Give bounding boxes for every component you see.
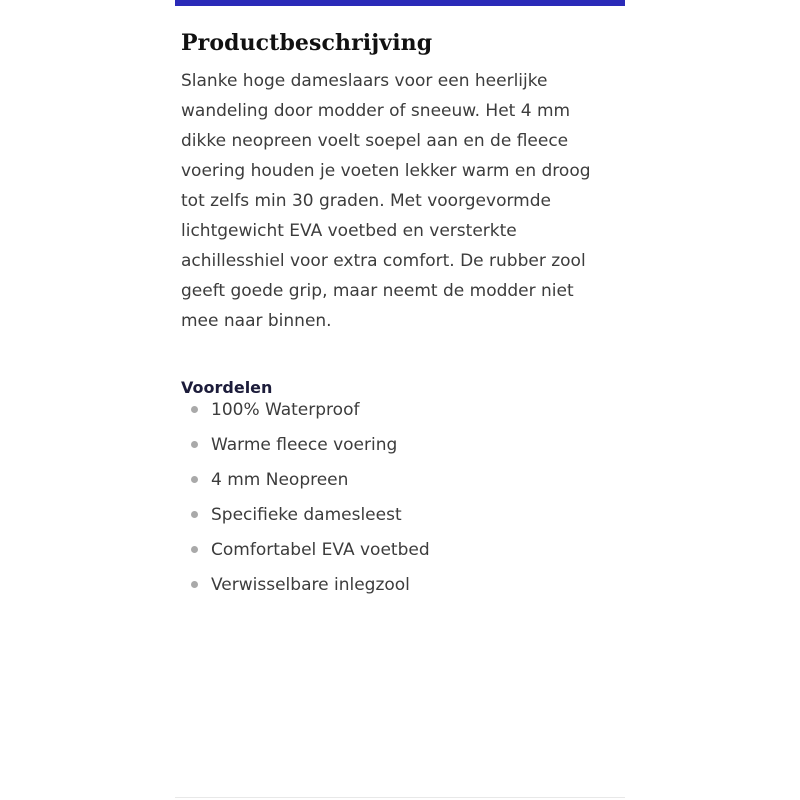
description-line: lichtgewicht EVA voetbed en versterkte (181, 221, 517, 241)
bullet-icon (191, 546, 198, 553)
description-line: geeft goede grip, maar neemt de modder niet (181, 281, 574, 301)
benefit-label: 4 mm Neopreen (211, 470, 349, 490)
description-line: dikke neopreen voelt soepel aan en de fleece (181, 131, 569, 151)
bottom-divider (175, 797, 625, 798)
benefit-label: Comfortabel EVA voetbed (211, 540, 430, 560)
top-accent-bar (175, 0, 625, 6)
description-line: mee naar binnen. (181, 311, 332, 331)
section-title: Productbeschrijving (181, 30, 433, 56)
product-description-section (181, 28, 631, 608)
benefits-heading: Voordelen (181, 378, 273, 397)
benefit-label: Verwisselbare inlegzool (211, 575, 410, 595)
benefit-item (181, 468, 631, 503)
description-line: Slanke hoge dameslaars voor een heerlijke (181, 71, 548, 91)
description-line: achillesshiel voor extra comfort. De rubber zool (181, 251, 586, 271)
description-line: wandeling door modder of sneeuw. Het 4 mm (181, 101, 571, 121)
benefit-item (181, 433, 631, 468)
benefit-label: Specifieke damesleest (211, 505, 402, 525)
description-line: tot zelfs min 30 graden. Met voorgevormde (181, 191, 551, 211)
bullet-icon (191, 406, 198, 413)
bullet-icon (191, 476, 198, 483)
product-description-text (181, 66, 633, 336)
benefit-label: 100% Waterproof (211, 400, 360, 420)
description-line: voering houden je voeten lekker warm en droog (181, 161, 591, 181)
benefit-item (181, 573, 631, 608)
bullet-icon (191, 511, 198, 518)
bullet-icon (191, 441, 198, 448)
benefit-item (181, 398, 631, 433)
benefit-item (181, 538, 631, 573)
benefit-item (181, 503, 631, 538)
benefits-list (181, 398, 631, 608)
bullet-icon (191, 581, 198, 588)
benefit-label: Warme fleece voering (211, 435, 398, 455)
